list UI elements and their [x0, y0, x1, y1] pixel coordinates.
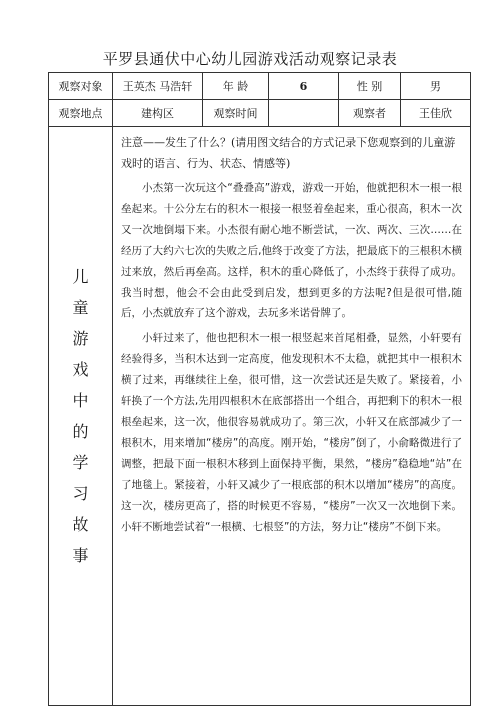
story-paragraph: 小轩过来了，他也把积木一根一根竖起来首尾相叠，显然，小轩要有经验得多，当积木达到一定高度，他发现积木不太稳，就把其中一根积木横了过来，再继续往上垒，很可惜，这一次尝试还是失败了。紧接着，小轩换了一个方法,先用四根积木在底部搭出一个组合，再把剩下的积木一根根垒起来，这一次，他很容易就成功了。第三次，小轩又在底部减少了一根积木，用来增加“楼房”的高度。刚开始，“楼房”倒了，小俞略微进行了调整，把最下面一根积木移到上面保持平衡，果然，“楼房”稳稳地“站”在了地毯上。紧接着，小轩又减少了一根底部的积木以增加“楼房”的高度。这一次，楼房更高了，搭的时候更不容易，“楼房”一次又一次地倒下来。小轩不断地尝试着“一根横、七根竖”的方法，努力让“楼房”不倒下来。	[121, 332, 462, 533]
story-label-cell	[49, 127, 113, 706]
story-label-char: 戏	[72, 360, 89, 379]
story-label-char: 故	[72, 515, 89, 534]
value-observation-time	[269, 100, 339, 127]
value-observation-object: 王英杰 马浩轩	[113, 73, 203, 100]
row-object	[49, 73, 471, 100]
story-label-char: 童	[72, 298, 89, 317]
story-content-cell	[113, 127, 471, 706]
row-story	[49, 127, 471, 706]
story-label-char: 的	[72, 422, 89, 441]
value-age: 6	[269, 73, 339, 100]
label-observation-object: 观察对象	[49, 73, 113, 100]
story-vertical-label	[49, 261, 112, 571]
story-paragraph: 小杰第一次玩这个“叠叠高”游戏，游戏一开始，他就把积木一根一根垒起来。十公分左右的积木一根接一根竖着垒起来，重心很高，积木一次又一次地倒塌下来。小杰很有耐心地不断尝试，一次、两次、三次……在经历了大约六七次的失败之后,他终于改变了方法，把最底下的三根积木横过来放，然后再垒高。这样，积木的重心降低了，小杰终于获得了成功。我当时想，他会不会由此受到启发，想到更多的方法呢?但是很可惜,随后，小杰就放弃了这个游戏，去玩多米诺骨牌了。	[121, 182, 462, 320]
value-gender: 男	[401, 73, 471, 100]
page-title: 平罗县通伏中心幼儿园游戏活动观察记录表	[102, 50, 398, 68]
label-gender: 性 别	[339, 73, 401, 100]
label-observation-place: 观察地点	[49, 100, 113, 127]
value-observer: 王佳欣	[401, 100, 471, 127]
story-instruction-note: 注意——发生了什么？(请用图文结合的方式记录下您观察到的儿童游戏时的语言、行为、状态、情感等)	[121, 136, 456, 170]
label-observer: 观察者	[339, 100, 401, 127]
story-label-char: 学	[72, 453, 89, 472]
story-label-char: 中	[72, 391, 89, 410]
label-age: 年 龄	[203, 73, 269, 100]
story-label-char: 儿	[72, 267, 89, 286]
story-label-char: 游	[72, 329, 89, 348]
label-observation-time: 观察时间	[203, 100, 269, 127]
observation-table	[48, 72, 471, 706]
story-label-char: 习	[72, 484, 89, 503]
story-label-char: 事	[72, 546, 89, 565]
row-place	[49, 100, 471, 127]
value-observation-place: 建构区	[113, 100, 203, 127]
